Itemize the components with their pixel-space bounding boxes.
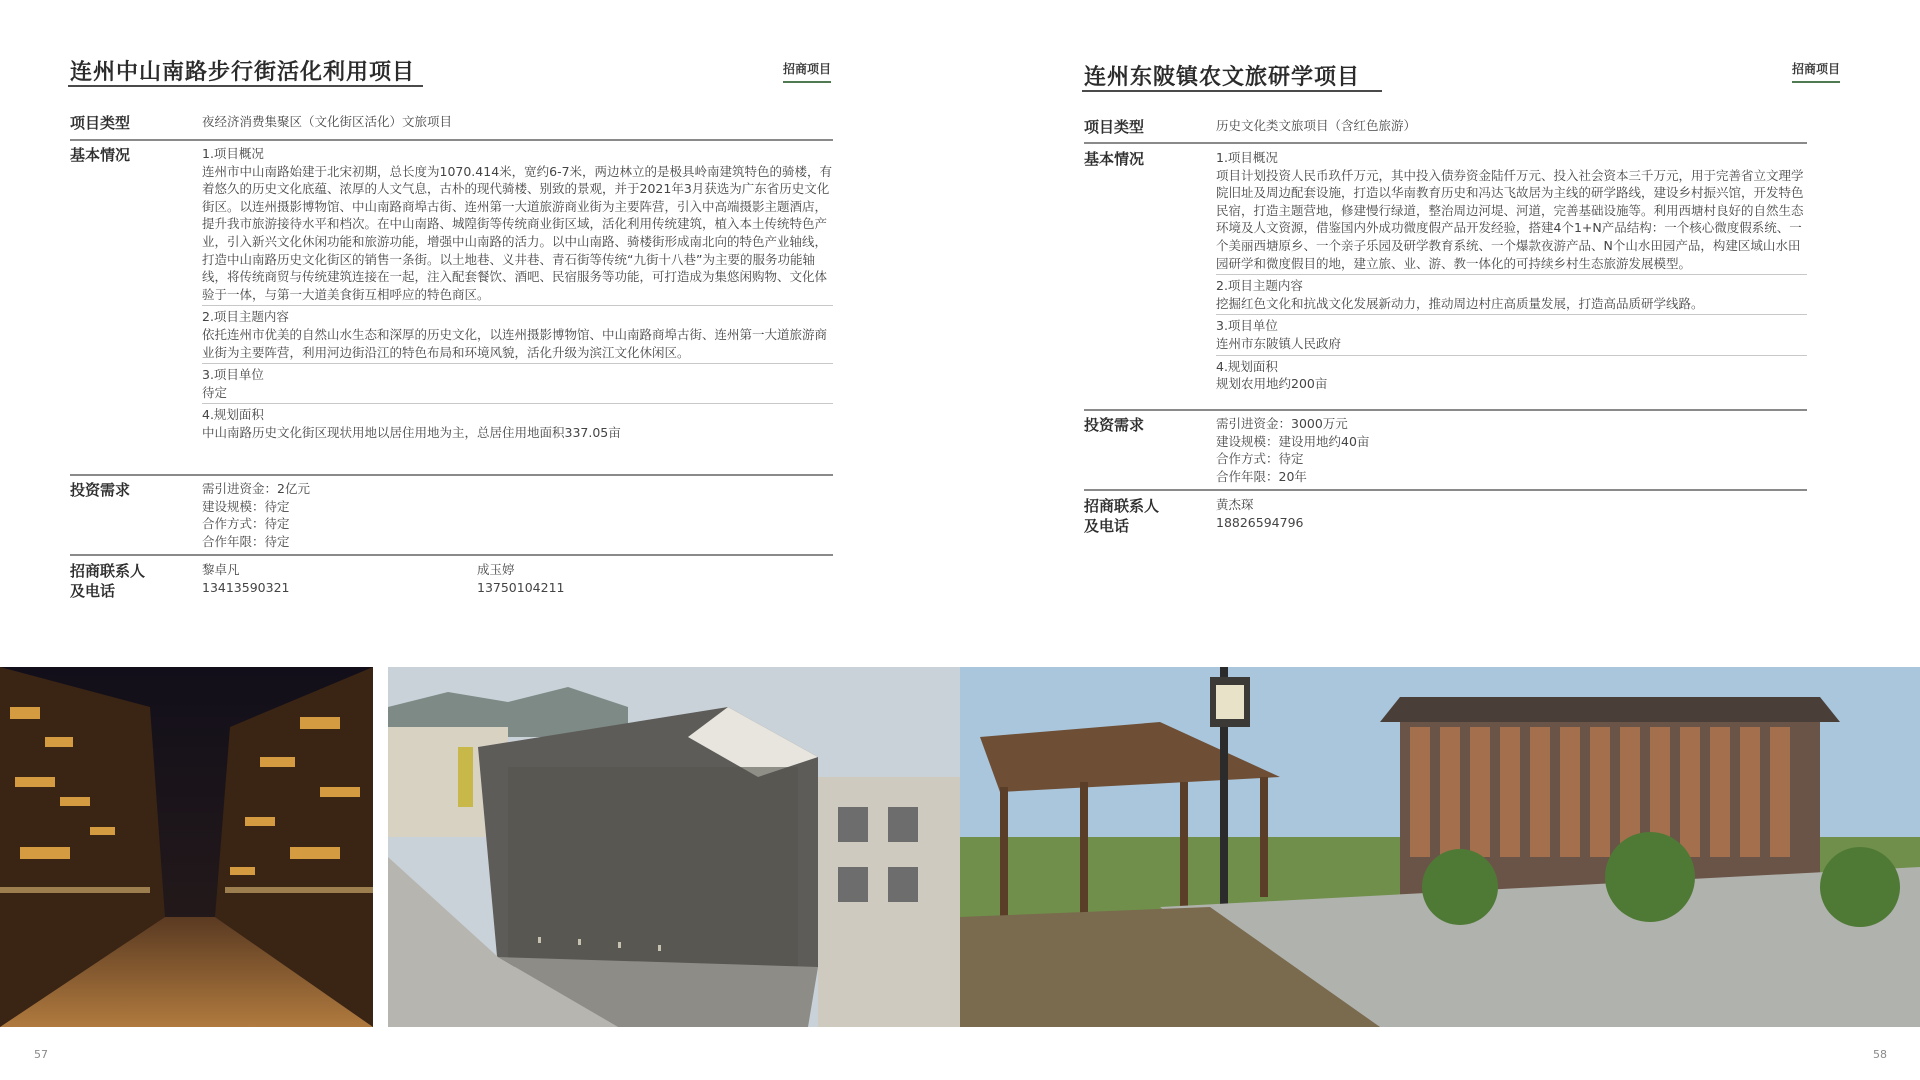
left-page xyxy=(0,0,960,660)
right-sub-divider xyxy=(1216,274,1807,275)
right-contact-label: 招商联系人 及电话 xyxy=(1084,497,1160,535)
contact-phone: 18826594796 xyxy=(1216,514,1304,530)
contact-name: 成玉婷 xyxy=(477,562,515,577)
left-sub-divider xyxy=(202,363,833,364)
right-divider xyxy=(1084,142,1807,144)
left-section-tag: 招商项目 xyxy=(783,60,831,83)
left-section-1 xyxy=(202,145,833,303)
right-section-heading: 2.项目主题内容 xyxy=(1216,278,1303,294)
right-section-text: 项目计划投资人民币玖仟万元，其中投入债券资金陆仟万元、投入社会资本三千万元，用于完善省立文理学院旧址及周边配套设施，打造以华南教育历史和冯达飞故居为主线的研学路线，建设乡村振兴馆，开发特色民宿，打造主题营地，修建慢行绿道，整治周边河堤、河道，完善基础设施等。利用西塘村良好的自然生态环境及人文资源，借鉴国内外成功微度假产品开发经验，搭建4个1+N产品结构：一个核心微度假系统、一个美丽西塘原乡、一个亲子乐园及研学教育系统、一个爆款夜游产品、N个山水田园产品，构建区域山水田园研学和微度假目的地，建立旅、业、游、教一体化的可持续乡村生态旅游发展模型。 xyxy=(1216,167,1804,271)
left-section-heading: 3.项目单位 xyxy=(202,367,264,383)
right-section-text: 挖掘红色文化和抗战文化发展新动力，推动周边村庄高质量发展，打造高品质研学线路。 xyxy=(1216,295,1704,311)
left-sub-divider xyxy=(202,305,833,306)
right-section-3 xyxy=(1216,317,1807,352)
left-divider xyxy=(70,474,833,476)
left-section-2 xyxy=(202,308,833,361)
contact-phone: 13413590321 xyxy=(202,579,290,595)
left-invest-line: 合作年限：待定 xyxy=(202,533,290,549)
right-page xyxy=(960,0,1920,660)
left-divider xyxy=(70,554,833,556)
right-section-1 xyxy=(1216,149,1807,272)
left-contact-label: 招商联系人 及电话 xyxy=(70,562,146,600)
right-page-title: 连州东陂镇农文旅研学项目 xyxy=(1084,64,1361,90)
left-section-text: 连州市中山南路始建于北宋初期，总长度为1070.414米，宽约6-7米，两边林立的是极具岭南建筑特色的骑楼，有着悠久的历史文化底蕴、浓厚的人文气息，古朴的现代骑楼、别致的景观，并于2021年3月获选为广东省历史文化街区。以连州摄影博物馆、中山南路商埠古街、连州第一大道旅游商业街为主要阵营，引入中高端摄影主题酒店，提升我市旅游接待水平和档次。在中山南路、城隍街等传统商业街区域，活化利用传统建筑，植入本土传统特色产业，引入新兴文化休闲功能和旅游功能，增强中山南路的活力。以中山南路、骑楼街形成南北向的特色产业轴线，打造中山南路历史文化街区的销售一条街。以土地巷、义井巷、青石街等传统“九街十八巷”为主要的服务功能轴线，将传统商贸与传统建筑连接在一起，注入配套餐饮、酒吧、民宿服务等功能，可打造成为集悠闲购物、文化体验于一体，与第一大道美食街互相呼应的特色商区。 xyxy=(202,163,833,302)
contact-phone: 13750104211 xyxy=(477,579,565,595)
right-invest-label: 投资需求 xyxy=(1084,416,1145,434)
left-section-3 xyxy=(202,366,833,401)
right-section-4 xyxy=(1216,358,1807,393)
contact-card xyxy=(1216,496,1491,531)
right-section-heading: 4.规划面积 xyxy=(1216,358,1278,374)
right-sub-divider xyxy=(1216,314,1807,315)
left-page-title: 连州中山南路步行街活化利用项目 xyxy=(70,59,416,85)
page-number-left: 57 xyxy=(34,1048,48,1061)
left-section-text: 中山南路历史文化街区现状用地以居住用地为主，总居住用地面积337.05亩 xyxy=(202,424,621,440)
pavilion-garden-photo xyxy=(960,667,1920,1027)
left-invest-line: 合作方式：待定 xyxy=(202,516,290,532)
left-basic-label: 基本情况 xyxy=(70,146,131,164)
left-section-text: 待定 xyxy=(202,384,228,400)
left-type-label: 项目类型 xyxy=(70,114,131,132)
right-section-heading: 3.项目单位 xyxy=(1216,318,1278,334)
right-type-label: 项目类型 xyxy=(1084,118,1145,136)
right-invest-line: 合作年限：20年 xyxy=(1216,468,1307,484)
right-section-text: 规划农用地约200亩 xyxy=(1216,376,1328,392)
contact-name: 黄杰琛 xyxy=(1216,497,1254,512)
right-basic-label: 基本情况 xyxy=(1084,150,1145,168)
right-sub-divider xyxy=(1216,355,1807,356)
left-section-heading: 4.规划面积 xyxy=(202,407,264,423)
left-section-4 xyxy=(202,406,833,441)
right-type-value: 历史文化类文旅项目（含红色旅游） xyxy=(1216,118,1417,133)
right-section-heading: 1.项目概况 xyxy=(1216,150,1278,165)
contact-name: 黎卓凡 xyxy=(202,562,240,577)
left-divider xyxy=(70,139,833,141)
left-section-text: 依托连州市优美的自然山水生态和深厚的历史文化，以连州摄影博物馆、中山南路商埠古街、连州第一大道旅游商业街为主要阵营，利用河边街沿江的特色布局和环境风貌，活化升级为滨江文化休闲区。 xyxy=(202,326,828,360)
left-invest-line: 需引进资金：2亿元 xyxy=(202,481,310,496)
left-invest-line: 建设规模：待定 xyxy=(202,498,290,514)
page-number-right: 58 xyxy=(1873,1048,1887,1061)
left-invest-label: 投资需求 xyxy=(70,481,131,499)
right-section-text: 连州市东陂镇人民政府 xyxy=(1216,335,1342,351)
right-invest-line: 合作方式：待定 xyxy=(1216,451,1304,467)
left-title-underline xyxy=(68,85,423,87)
right-invest-line: 需引进资金：3000万元 xyxy=(1216,416,1348,431)
contact-card xyxy=(477,561,752,596)
right-section-2 xyxy=(1216,277,1807,312)
contact-card xyxy=(202,561,477,596)
right-divider xyxy=(1084,409,1807,411)
left-section-heading: 2.项目主题内容 xyxy=(202,309,289,325)
right-section-tag: 招商项目 xyxy=(1792,60,1840,83)
left-sub-divider xyxy=(202,403,833,404)
museum-building-photo xyxy=(388,667,960,1027)
night-street-photo xyxy=(0,667,373,1027)
right-invest-line: 建设规模：建设用地约40亩 xyxy=(1216,433,1370,449)
right-divider xyxy=(1084,489,1807,491)
right-title-underline xyxy=(1082,90,1382,92)
left-type-value: 夜经济消费集聚区（文化街区活化）文旅项目 xyxy=(202,114,453,129)
left-section-heading: 1.项目概况 xyxy=(202,146,264,161)
